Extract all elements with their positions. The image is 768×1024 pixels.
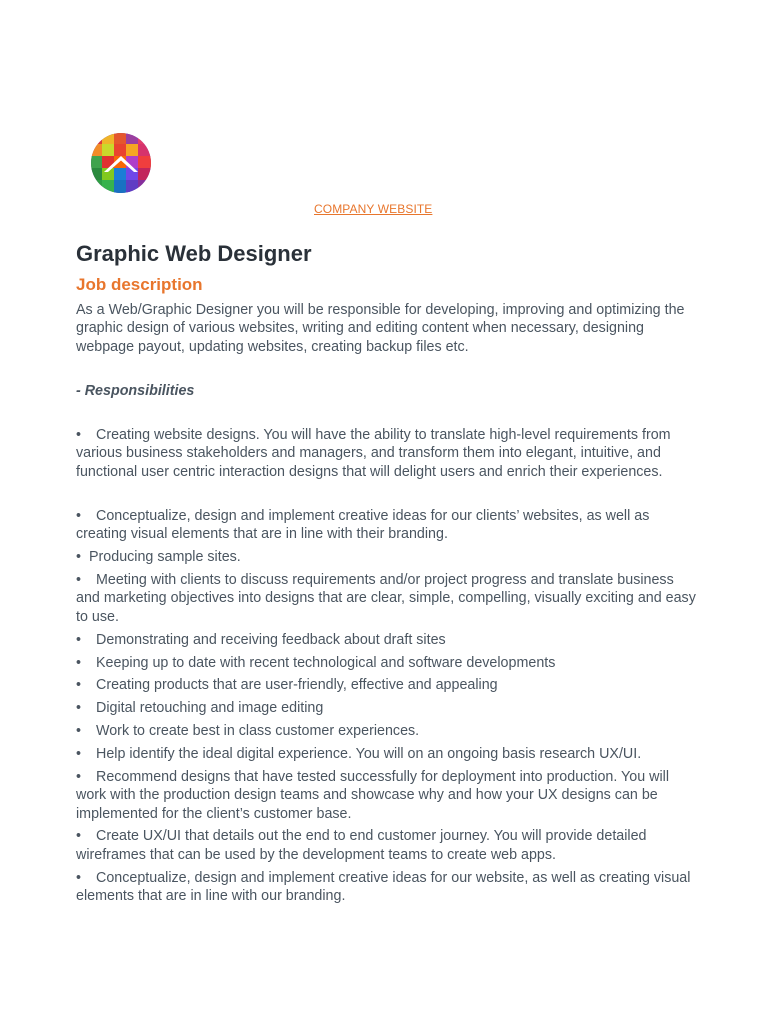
job-intro-paragraph: As a Web/Graphic Designer you will be responsible for developing, improving and optimizing the graphic design of various websites, writing and editing content when necessary, designing webpage payout, updating websites, creating backup files etc.: [76, 302, 685, 355]
list-item: [76, 676, 696, 694]
list-item: [76, 571, 696, 626]
list-item: [76, 548, 696, 566]
list-item: [76, 507, 696, 544]
list-item-text: Keeping up to date with recent technological and software developments: [96, 654, 556, 671]
list-item-text: Creating website designs. You will have the ability to translate high-level requirements from various business stakeholders and managers, and transform them into elegant, intuitive, and functional user centric interaction designs that will delight users and enrich their experiences.: [76, 427, 671, 480]
bullet-icon: •: [76, 746, 82, 763]
list-item-text: Create UX/UI that details out the end to end customer journey. You will provide detailed wireframes that can be used by the development teams to create web apps.: [76, 828, 647, 863]
list-item: [76, 699, 696, 717]
responsibilities-heading: - Responsibilities: [76, 382, 195, 399]
list-item-text: Digital retouching and image editing: [96, 700, 324, 717]
list-item-text: Meeting with clients to discuss requirements and/or project progress and translate business and marketing objectives into designs that are clear, simple, compelling, visually exciting and easy to use.: [76, 572, 696, 625]
list-item: [76, 827, 696, 864]
list-item: [76, 768, 696, 823]
bullet-icon: •: [76, 631, 82, 648]
list-item: [76, 869, 696, 906]
job-description-heading: Job description: [76, 275, 203, 294]
list-item-text: Creating products that are user-friendly, effective and appealing: [96, 677, 498, 694]
job-description-body: [76, 301, 696, 910]
list-item: [76, 722, 696, 740]
colorful-house-logo-icon: [90, 132, 152, 194]
bullet-icon: •: [76, 723, 82, 740]
list-item-text: Help identify the ideal digital experience. You will on an ongoing basis research UX/UI.: [96, 746, 642, 763]
bullet-icon: •: [76, 549, 82, 566]
list-item: [76, 631, 696, 649]
list-item: [76, 426, 696, 481]
bullet-icon: •: [76, 572, 82, 589]
bullet-icon: •: [76, 427, 82, 444]
bullet-icon: •: [76, 654, 82, 671]
bullet-icon: •: [76, 768, 82, 785]
list-item-text: Conceptualize, design and implement creative ideas for our website, as well as creating visual elements that are in line with our branding.: [76, 869, 691, 904]
list-item-text: Demonstrating and receiving feedback about draft sites: [96, 631, 446, 648]
bullet-icon: •: [76, 677, 82, 694]
bullet-icon: •: [76, 508, 82, 525]
bullet-icon: •: [76, 700, 82, 717]
list-item-text: Recommend designs that have tested successfully for deployment into production. You will work with the production design teams and showcase why and how your UX designs can be implemented for the client’s customer base.: [76, 768, 669, 822]
bullet-icon: •: [76, 828, 82, 845]
list-item: [76, 654, 696, 672]
list-item-text: Work to create best in class customer experiences.: [96, 723, 420, 740]
job-title: Graphic Web Designer: [76, 241, 312, 266]
list-item-text: Producing sample sites.: [89, 549, 241, 566]
company-website-link[interactable]: COMPANY WEBSITE: [314, 202, 433, 216]
list-item: [76, 745, 696, 763]
bullet-icon: •: [76, 869, 82, 886]
list-item-text: Conceptualize, design and implement creative ideas for our clients’ websites, as well as creating visual elements that are in line with their branding.: [76, 508, 650, 543]
